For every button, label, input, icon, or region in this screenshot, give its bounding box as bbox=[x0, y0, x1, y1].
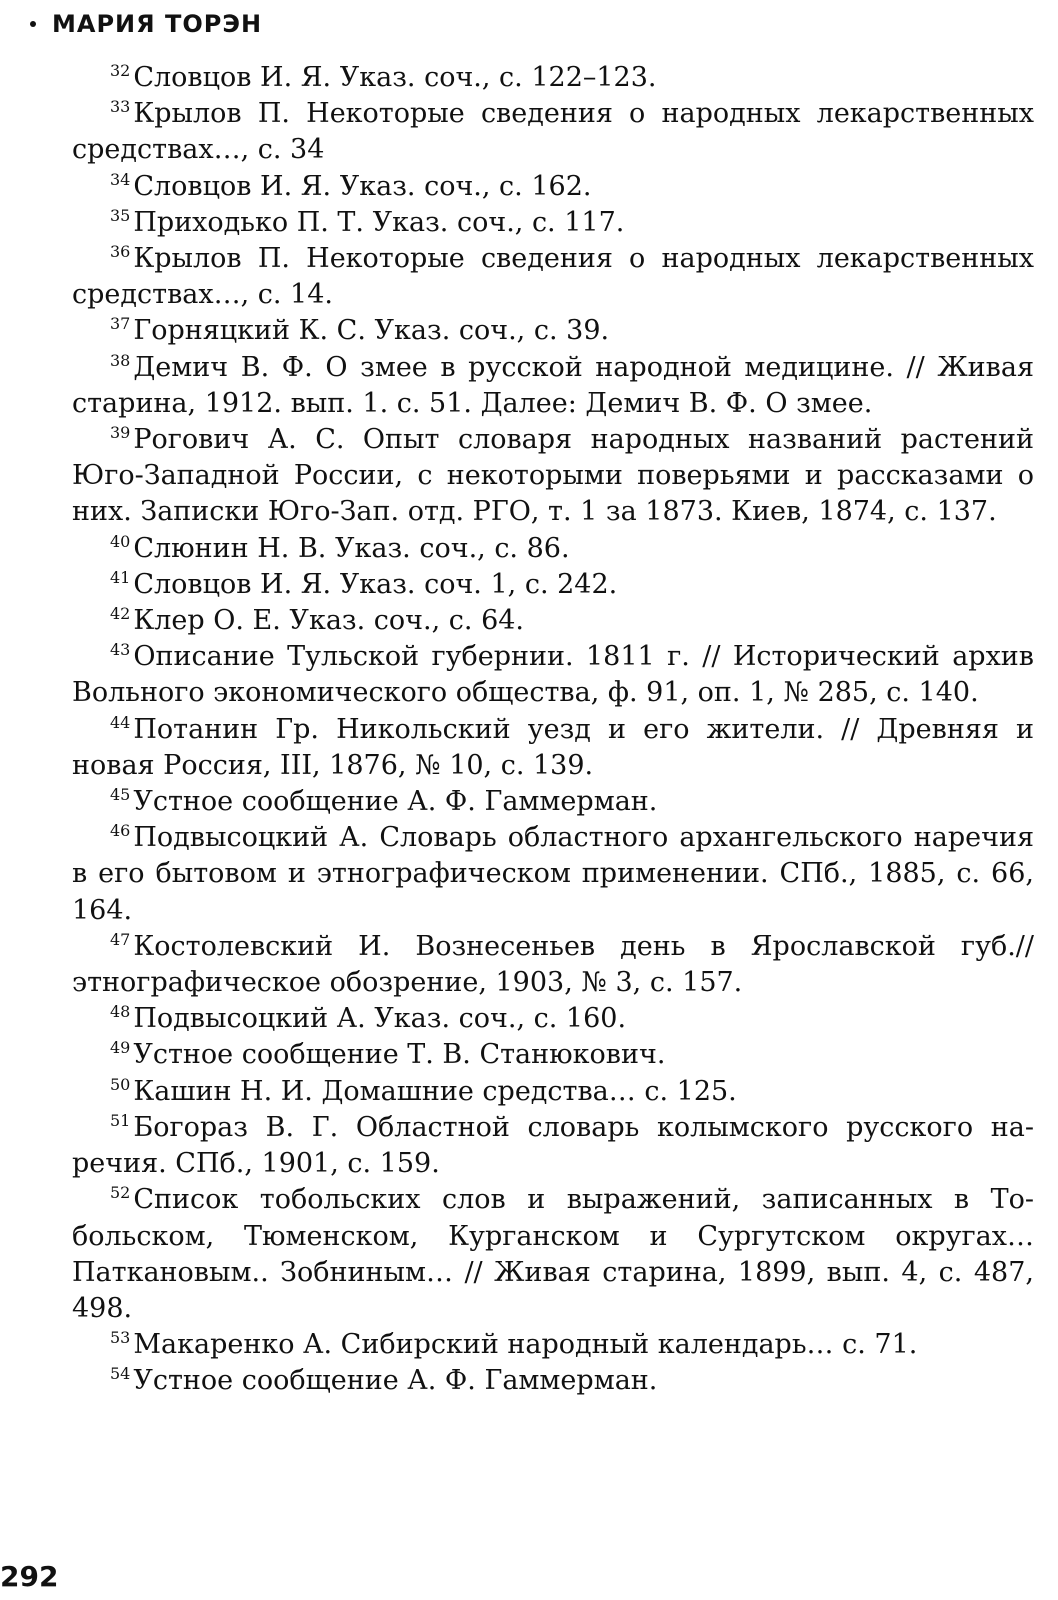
footnote-number: 53 bbox=[110, 1328, 131, 1348]
running-title: МАРИЯ ТОРЭН bbox=[52, 10, 263, 38]
footnote-text: Устное сообщение А. Ф. Гаммерман. bbox=[133, 1365, 658, 1397]
footnote-number: 42 bbox=[110, 604, 131, 624]
footnote bbox=[72, 1110, 1034, 1182]
footnote-number: 47 bbox=[110, 929, 131, 949]
footnote bbox=[72, 1327, 1034, 1363]
footnote bbox=[72, 422, 1034, 531]
footnote bbox=[72, 929, 1034, 1001]
footnote bbox=[72, 169, 1034, 205]
footnote bbox=[72, 567, 1034, 603]
footnote-number: 33 bbox=[110, 97, 131, 117]
footnote-number: 35 bbox=[110, 205, 131, 225]
footnote-number: 44 bbox=[110, 712, 131, 732]
footnote-number: 48 bbox=[110, 1002, 131, 1022]
running-header bbox=[30, 10, 262, 38]
footnote bbox=[72, 1363, 1034, 1399]
footnote-text: Макаренко А. Сибирский народный календарь… с. 71. bbox=[133, 1329, 918, 1361]
footnote-text: Словцов И. Я. Указ. соч. 1, с. 242. bbox=[133, 568, 618, 600]
footnote bbox=[72, 603, 1034, 639]
footnote-number: 51 bbox=[110, 1110, 131, 1130]
footnote bbox=[72, 96, 1034, 168]
footnote-number: 40 bbox=[110, 531, 131, 551]
footnote bbox=[72, 1182, 1034, 1327]
footnote-text: Приходько П. Т. Указ. соч., с. 117. bbox=[133, 206, 625, 238]
footnote bbox=[72, 531, 1034, 567]
footnote bbox=[72, 712, 1034, 784]
footnote-number: 32 bbox=[110, 61, 131, 80]
footnote bbox=[72, 205, 1034, 241]
footnote-text: Устное сообщение А. Ф. Гаммерман. bbox=[133, 786, 658, 818]
footnote bbox=[72, 1037, 1034, 1073]
footnote-text: Слюнин Н. В. Указ. соч., с. 86. bbox=[133, 532, 570, 564]
footnote-text: Горняцкий К. С. Указ. соч., с. 39. bbox=[133, 315, 610, 347]
page-number: 292 bbox=[0, 1560, 59, 1593]
footnote-text: Демич В. Ф. О змее в русской народной медицине. // Живая старина, 1912. вып. 1. с. 51. Далее: Демич В. Ф. О змее. bbox=[72, 351, 1034, 419]
footnote-number: 46 bbox=[110, 821, 131, 841]
footnote-text: Крылов П. Некоторые сведения о народных лекарственных средствах…, с. 14. bbox=[72, 243, 1034, 311]
footnote-number: 34 bbox=[110, 169, 131, 189]
footnote bbox=[72, 1001, 1034, 1037]
footnote-text: Подвысоцкий А. Указ. соч., с. 160. bbox=[133, 1003, 627, 1035]
footnote bbox=[72, 820, 1034, 929]
footnote-text: Богораз В. Г. Областной словарь колымского русского наречия. СПб., 1901, с. 159. bbox=[72, 1111, 1034, 1180]
footnote-text: Словцов И. Я. Указ. соч., с. 162. bbox=[133, 170, 592, 202]
footnote-text: Описание Тульской губернии. 1811 г. // Исторический архив Вольного экономического общества, ф. 91, оп. 1, № 285, с. 140. bbox=[72, 641, 1034, 709]
footnote-number: 36 bbox=[110, 242, 131, 262]
footnote-number: 54 bbox=[110, 1364, 131, 1384]
footnote-text: Клер О. Е. Указ. соч., с. 64. bbox=[133, 605, 525, 637]
footnote-number: 38 bbox=[110, 350, 131, 370]
footnote-text: Костолевский И. Вознесеньев день в Ярославской губ.// этнографическое обозрение, 1903, № 3, с. 157. bbox=[72, 930, 1034, 999]
footnote bbox=[72, 639, 1034, 711]
footnote-number: 43 bbox=[110, 640, 131, 660]
footnote-number: 41 bbox=[110, 567, 131, 587]
footnote bbox=[72, 350, 1034, 422]
footnote-text: Список тобольских слов и выражений, записанных в Тобольском, Тюменском, Курганском и Сургутском округах… Паткановым.. Зобниным… // Живая старина, 1899, вып. 4, с. 487, 498. bbox=[72, 1184, 1034, 1324]
footnote bbox=[72, 60, 1034, 96]
footnote-text: Потанин Гр. Никольский уезд и его жители. // Древняя и новая Россия, III, 1876, № 10, с. 139. bbox=[72, 713, 1034, 781]
bullet-icon bbox=[30, 21, 36, 27]
footnote-text: Подвысоцкий А. Словарь областного архангельского наречия в его бытовом и этнографическом применении. СПб., 1885, с. 66, 164. bbox=[72, 822, 1034, 926]
footnote-text: Кашин Н. И. Домашние средства… с. 125. bbox=[133, 1075, 737, 1107]
footnote bbox=[72, 241, 1034, 313]
footnote-text: Крылов П. Некоторые сведения о народных лекарственных средствах…, с. 34 bbox=[72, 98, 1034, 166]
footnote bbox=[72, 313, 1034, 349]
footnote-number: 49 bbox=[110, 1038, 131, 1058]
footnote bbox=[72, 784, 1034, 820]
footnote-number: 45 bbox=[110, 785, 131, 805]
footnote-number: 50 bbox=[110, 1074, 131, 1094]
footnote-text: Устное сообщение Т. В. Станюкович. bbox=[133, 1039, 666, 1071]
footnote-number: 37 bbox=[110, 314, 131, 334]
footnote-text: Словцов И. Я. Указ. соч., с. 122–123. bbox=[133, 62, 657, 93]
footnotes-list bbox=[72, 60, 1034, 1400]
footnote bbox=[72, 1074, 1034, 1110]
footnote-number: 52 bbox=[110, 1183, 131, 1203]
footnote-text: Рогович А. С. Опыт словаря народных названий растений Юго-Западной России, с некоторыми поверьями и рассказами о них. Записки Юго-Зап. отд. РГО, т. 1 за 1873. Киев, 1874, с. 137. bbox=[72, 424, 1034, 528]
footnote-number: 39 bbox=[110, 423, 131, 443]
